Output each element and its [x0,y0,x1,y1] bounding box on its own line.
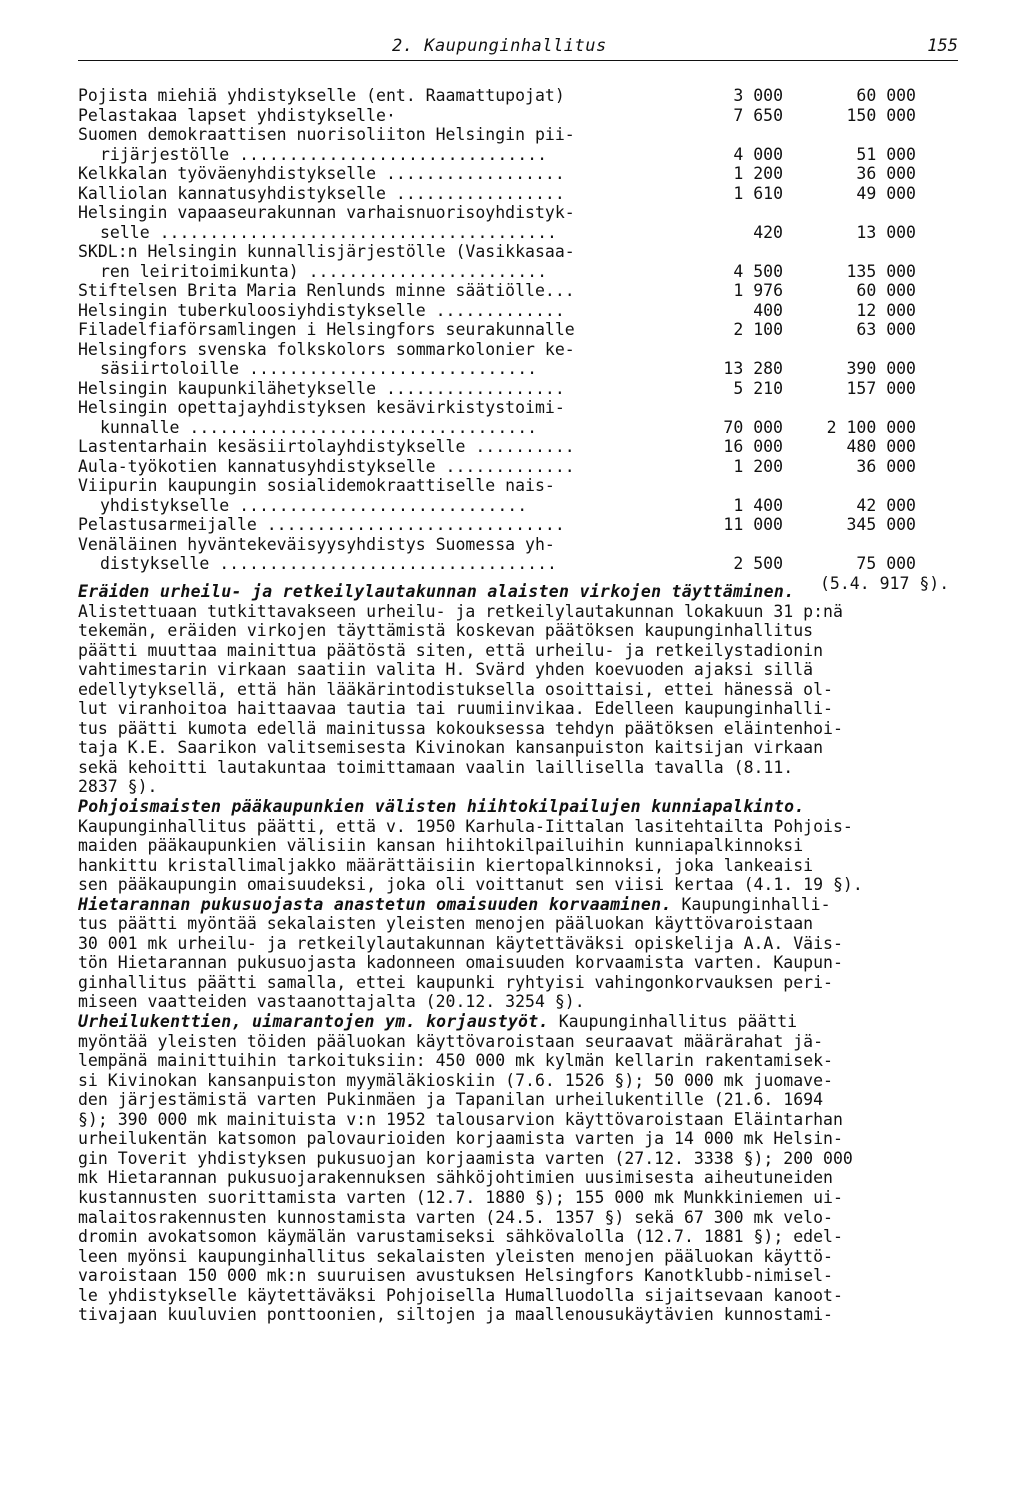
text-line: lempänä mainittuihin tarkoituksiin: 450 000 mk kylmän kellarin rakentamisek- [78,1051,833,1071]
row-value-2: 60 000 [856,86,916,105]
row-label: Kalliolan kannatusyhdistykselle ................. [78,183,565,203]
paragraph-heading-line [78,1012,968,1032]
row-value-2: 42 000 [856,495,916,515]
table-row [78,398,958,418]
row-value-1: 4 500 [733,261,783,281]
row-label: Aula-työkotien kannatusyhdistykselle ............. [78,456,575,476]
row-label: Helsingin tuberkuloosiyhdistykselle ............. [78,300,565,320]
row-value-2: 51 000 [856,144,916,164]
table-row [78,515,958,535]
row-value-1: 13 280 [723,359,783,378]
paragraph-heading: Urheilukenttien, uimarantojen ym. korjaustyöt. [78,1012,549,1032]
header-rule [78,60,958,61]
row-value-2: 49 000 [856,183,916,203]
row-value-1: 400 [753,300,783,320]
text-line: taja K.E. Saarikon valitsemisesta Kivinokan kansanpuiston kaitsijan virkaan [78,738,824,758]
row-value-2: 13 000 [856,222,916,242]
row-label: SKDL:n Helsingin kunnallisjärjestölle (Vasikkasaa- [78,242,575,261]
row-value-1: 420 [753,222,783,242]
text-line: tivajaan kuuluvien ponttoonien, siltojen ja maallenousukäytävien kunnostami- [78,1305,833,1325]
row-value-1: 2 500 [733,554,783,573]
table-row [78,262,958,282]
running-title: 2. Kaupunginhallitus [392,36,607,56]
paragraph-heading-line [78,582,968,602]
table-row [78,145,958,165]
table-row [78,359,958,379]
text-line: päätti muuttaa mainittua päätöstä siten, että urheilu- ja retkeilystadionin [78,640,824,660]
text-line: urheilukentän katsomon palovaurioiden korjaamista varten ja 14 000 mk Helsin- [78,1129,843,1149]
row-label: Pelastusarmeijalle .............................. [78,515,565,534]
row-label: Helsingfors svenska folkskolors sommarkolonier ke- [78,339,575,359]
text-line: edellytyksellä, että hän lääkärintodistuksella osoittaisi, ettei hänessä ol- [78,679,833,699]
table-reference: (5.4. 917 §). [820,573,950,593]
row-label: Helsingin opettajayhdistyksen kesävirkistystoimi- [78,398,565,417]
row-value-2: 36 000 [856,456,916,476]
row-value-2: 2 100 000 [826,417,916,437]
row-label: Venäläinen hyväntekeväisyysyhdistys Suomessa yh- [78,534,555,554]
paragraph-heading: Pohjoismaisten pääkaupunkien välisten hiihtokilpailujen kunniapalkinto. [78,797,805,817]
text-line: gin Toverit yhdistyksen pukusuojan korjaamista varten (27.12. 3338 §); 200 000 [78,1148,853,1168]
paragraph-heading: Eräiden urheilu- ja retkeilylautakunnan alaisten virkojen täyttäminen. [78,582,795,601]
text-line: lut viranhoitoa haittaavaa tautia tai ruumiinvikaa. Edelleen kaupunginhalli- [78,699,833,719]
grant-table [78,86,958,593]
table-row [78,437,958,457]
text-line: tus päätti kumota edellä mainitussa kokouksessa tehdyn päätöksen eläintenhoi- [78,718,843,738]
row-value-2: 135 000 [846,261,916,281]
row-value-1: 1 976 [733,281,783,300]
table-row [78,125,958,145]
row-value-2: 157 000 [846,378,916,398]
table-row [78,457,958,477]
row-label: distykselle .................................. [100,554,557,573]
row-value-2: 75 000 [856,554,916,573]
table-row [78,301,958,321]
text-line: 2837 §). [78,777,158,797]
row-label: ren leiritoimikunta) ........................ [100,261,548,281]
row-value-2: 345 000 [846,515,916,534]
table-row [78,164,958,184]
page-number: 155 [927,36,958,56]
row-label: Viipurin kaupungin sosialidemokraattiselle nais- [78,476,555,495]
body-text [78,582,968,1325]
page-header [78,36,958,60]
text-line: hankittu kristallimaljakko määrättäisiin kiertopalkinnoksi, joka lankeaisi [78,855,814,875]
text-line: leen myönsi kaupunginhallitus sekalaisten yleisten menojen pääluokan käyttö- [78,1246,833,1266]
table-row [78,86,958,106]
text-line: tön Hietarannan pukusuojasta kadonneen omaisuuden korvaamista varten. Kaupun- [78,953,843,973]
table-row [78,476,958,496]
row-value-2: 63 000 [856,320,916,339]
row-label: Suomen demokraattisen nuorisoliiton Helsingin pii- [78,125,575,144]
text-line: 30 001 mk urheilu- ja retkeilylautakunnan käytettäväksi opiskelija A.A. Väis- [78,933,843,953]
row-value-1: 3 000 [733,86,783,105]
text-line: le yhdistykselle käytettäväksi Pohjoisella Humalluodolla sijaitsevaan kanoot- [78,1285,843,1305]
row-value-2: 36 000 [856,164,916,183]
row-label: rijärjestölle ............................... [100,144,548,164]
text-line: miseen vaatteiden vastaanottajalta (20.12. 3254 §). [78,992,585,1012]
text-line: §); 390 000 mk mainituista v:n 1952 talousarvion käyttövaroistaan Eläintarhan [78,1109,843,1129]
table-row [78,223,958,243]
paragraph-heading-line [78,797,968,817]
text-line: malaitosrakennusten kunnostamista varten (24.5. 1357 §) sekä 67 300 mk velo- [78,1207,833,1227]
text-line: kustannusten suorittamista varten (12.7. 1880 §); 155 000 mk Munkkiniemen ui- [78,1187,843,1207]
heading-tail: Kaupunginhalli- [671,894,831,914]
text-line: ginhallitus päätti samalla, ettei kaupunki ryhtyisi vahingonkorvauksen peri- [78,972,833,992]
table-row [78,242,958,262]
row-value-1: 11 000 [723,515,783,534]
row-value-1: 4 000 [733,144,783,164]
row-value-2: 60 000 [856,281,916,300]
row-label: Filadelfiaförsamlingen i Helsingfors seurakunnalle [78,320,575,339]
row-value-1: 1 200 [733,164,783,183]
text-line: tekemän, eräiden virkojen täyttämistä koskevan päätöksen kaupunginhallitus [78,621,814,641]
row-label: Pelastakaa lapset yhdistykselle· [78,105,396,125]
table-row [78,379,958,399]
text-line: Alistettuaan tutkittavakseen urheilu- ja retkeilylautakunnan lokakuun 31 p:nä [78,601,843,621]
row-value-1: 70 000 [723,417,783,437]
row-value-1: 1 610 [733,183,783,203]
row-value-2: 480 000 [846,437,916,456]
row-value-1: 5 210 [733,378,783,398]
row-value-1: 2 100 [733,320,783,339]
text-line: sekä kehoitti lautakuntaa toimittamaan vaalin laillisella tavalla (8.11. [78,757,794,777]
table-row [78,340,958,360]
text-line: dromin avokatsomon käymälän varustamiseksi sähkövalolla (12.7. 1881 §); edel- [78,1227,843,1247]
text-line: maiden pääkaupunkien välisiin kansan hiihtokilpailuihin kunniapalkinnoksi [78,836,804,856]
row-value-1: 16 000 [723,437,783,456]
row-label: Pojista miehiä yhdistykselle (ent. Raamattupojat) [78,86,565,105]
table-row [78,203,958,223]
row-label: Helsingin vapaaseurakunnan varhaisnuorisoyhdistyk- [78,203,575,222]
row-label: selle ........................................ [100,222,557,242]
row-label: yhdistykselle ............................. [100,495,528,515]
row-value-1: 1 400 [733,495,783,515]
paragraph-heading: Hietarannan pukusuojasta anastetun omaisuuden korvaaminen. [78,894,672,914]
row-value-1: 1 200 [733,456,783,476]
table-row [78,554,958,574]
text-line: varoistaan 150 000 mk:n suuruisen avustuksen Helsingfors Kanotklubb-nimisel- [78,1266,833,1286]
row-label: Helsingin kaupunkilähetykselle .................. [78,378,565,398]
row-label: Lastentarhain kesäsiirtolayhdistykselle .......... [78,437,575,456]
heading-tail: Kaupunginhallitus päätti [548,1012,798,1032]
table-row [78,418,958,438]
table-row [78,496,958,516]
text-line: myöntää yleisten töiden pääluokan käyttövaroistaan seuraavat määrärahat jä- [78,1031,824,1051]
text-line: si Kivinokan kansanpuiston myymäläkioskiin (7.6. 1526 §); 50 000 mk juomave- [78,1070,833,1090]
row-label: säsiirtoloille ............................. [100,359,538,378]
table-row [78,535,958,555]
row-label: Stiftelsen Brita Maria Renlunds minne säätiölle... [78,281,575,300]
text-line: mk Hietarannan pukusuojarakennuksen sähköjohtimien uusimisesta aiheutuneiden [78,1168,833,1188]
row-value-2: 150 000 [846,105,916,125]
table-row [78,320,958,340]
row-value-2: 390 000 [846,359,916,378]
text-line: den järjestämistä varten Pukinmäen ja Tapanilan urheilukentille (21.6. 1694 [78,1090,824,1110]
table-row [78,106,958,126]
row-value-2: 12 000 [856,300,916,320]
paragraph-heading-line [78,895,968,915]
row-label: Kelkkalan työväenyhdistykselle .................. [78,164,565,183]
table-row [78,184,958,204]
table-row [78,281,958,301]
row-value-1: 7 650 [733,105,783,125]
text-line: sen pääkaupungin omaisuudeksi, joka oli voittanut sen viisi kertaa (4.1. 19 §). [78,875,863,895]
text-line: vahtimestarin virkaan saatiin valita H. Svärd yhden koevuoden ajaksi sillä [78,660,814,680]
text-line: Kaupunginhallitus päätti, että v. 1950 Karhula-Iittalan lasitehtailta Pohjois- [78,816,853,836]
row-label: kunnalle ................................... [100,417,538,437]
text-line: tus päätti myöntää sekalaisten yleisten menojen pääluokan käyttövaroistaan [78,914,814,934]
